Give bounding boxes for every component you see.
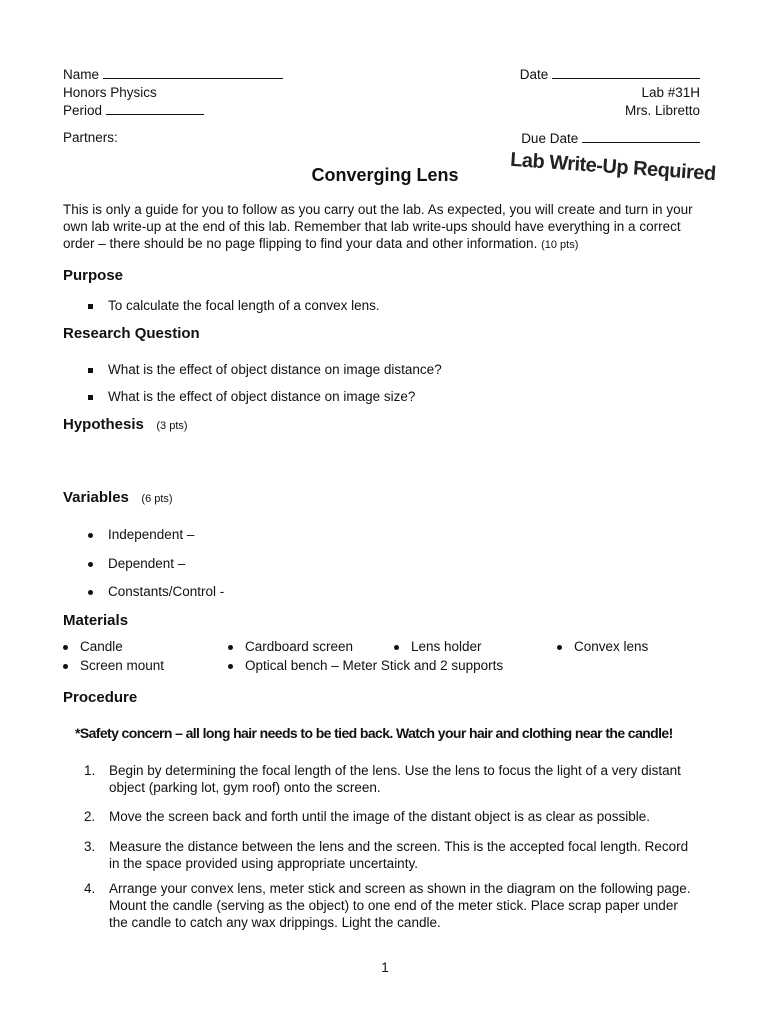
variables-heading bbox=[63, 489, 173, 506]
square-bullet-icon bbox=[88, 304, 93, 309]
variable-item-text: Independent – bbox=[108, 527, 195, 542]
step-number: 2. bbox=[84, 809, 96, 824]
bullet-icon bbox=[228, 645, 233, 650]
material-item-text: Optical bench – Meter Stick and 2 supports bbox=[245, 658, 504, 673]
purpose-item bbox=[88, 298, 380, 313]
bullet-icon bbox=[63, 645, 68, 650]
bullet-icon bbox=[228, 664, 233, 669]
course-label: Honors Physics bbox=[63, 85, 157, 100]
material-item-text: Candle bbox=[80, 639, 123, 654]
bullet-icon bbox=[557, 645, 562, 650]
material-item-text: Screen mount bbox=[80, 658, 165, 673]
material-item bbox=[394, 639, 482, 654]
research-item-text: What is the effect of object distance on image size? bbox=[108, 389, 416, 404]
lab-number: Lab #31H bbox=[641, 85, 700, 100]
variables-heading-text: Variables bbox=[63, 489, 129, 506]
name-blank[interactable] bbox=[103, 66, 283, 79]
step-text: Measure the distance between the lens and the screen. This is the accepted focal length. Record in the space provided using appropriate uncertainty. bbox=[109, 839, 689, 871]
research-item bbox=[88, 389, 415, 404]
hypothesis-points: (3 pts) bbox=[156, 420, 188, 432]
header-left bbox=[63, 66, 283, 120]
variable-item-text: Dependent – bbox=[108, 556, 186, 571]
research-item bbox=[88, 362, 442, 377]
variables-points: (6 pts) bbox=[141, 493, 173, 505]
step-text: Begin by determining the focal length of the lens. Use the lens to focus the light of a very distant object (parking lot, gym roof) onto the screen. bbox=[109, 763, 681, 795]
step-text: Move the screen back and forth until the image of the distant object is as clear as possible. bbox=[109, 809, 651, 824]
intro-paragraph bbox=[63, 201, 708, 254]
purpose-heading: Purpose bbox=[63, 267, 124, 284]
variable-item bbox=[88, 556, 185, 571]
due-date-blank[interactable] bbox=[582, 130, 700, 143]
period-line bbox=[63, 102, 283, 120]
hypothesis-heading-text: Hypothesis bbox=[63, 416, 144, 433]
variable-item bbox=[88, 584, 224, 599]
period-label: Period bbox=[63, 103, 103, 118]
procedure-step bbox=[84, 838, 694, 872]
period-blank[interactable] bbox=[106, 102, 204, 115]
bullet-icon bbox=[394, 645, 399, 650]
square-bullet-icon bbox=[88, 368, 93, 373]
bullet-icon bbox=[88, 562, 93, 567]
material-item bbox=[228, 639, 353, 654]
header-right bbox=[520, 66, 700, 120]
material-item-text: Cardboard screen bbox=[245, 639, 354, 654]
step-text: Arrange your convex lens, meter stick and screen as shown in the diagram on the following page. Mount the candle (serving as the object) to one end of the meter stick. Place scrap paper under the candle to catch any wax drippings. Light the candle. bbox=[109, 881, 691, 930]
procedure-step bbox=[84, 808, 694, 825]
name-label: Name bbox=[63, 67, 100, 82]
intro-points: (10 pts) bbox=[541, 239, 579, 251]
due-date-line bbox=[521, 130, 700, 146]
hypothesis-heading bbox=[63, 416, 188, 433]
date-label: Date bbox=[519, 67, 549, 82]
material-item bbox=[63, 639, 123, 654]
bullet-icon bbox=[88, 590, 93, 595]
procedure-heading: Procedure bbox=[63, 689, 138, 706]
material-item bbox=[63, 658, 164, 673]
name-line bbox=[63, 66, 283, 84]
intro-text: This is only a guide for you to follow as you carry out the lab. As expected, you will create and turn in your own lab write-up at the end of this lab. Remember that lab write-ups should have everything in a correct order – there should be no page flipping to find your data and other information. bbox=[63, 202, 693, 251]
step-number: 4. bbox=[84, 881, 96, 896]
due-date-label: Due Date bbox=[521, 131, 579, 146]
step-number: 3. bbox=[84, 839, 96, 854]
safety-notice: *Safety concern – all long hair needs to be tied back. Watch your hair and clothing near the candle! bbox=[75, 725, 673, 741]
variable-item bbox=[88, 527, 194, 542]
bullet-icon bbox=[63, 664, 68, 669]
step-number: 1. bbox=[84, 763, 96, 778]
material-item bbox=[228, 658, 503, 673]
write-up-stamp: Lab Write-Up Required bbox=[509, 148, 717, 186]
date-blank[interactable] bbox=[552, 66, 700, 79]
bullet-icon bbox=[88, 533, 93, 538]
square-bullet-icon bbox=[88, 395, 93, 400]
page-title: Converging Lens bbox=[311, 165, 459, 185]
page-number: 1 bbox=[381, 960, 389, 975]
research-item-text: What is the effect of object distance on image distance? bbox=[108, 362, 442, 377]
variable-item-text: Constants/Control - bbox=[108, 584, 225, 599]
research-heading: Research Question bbox=[63, 325, 200, 342]
materials-heading: Materials bbox=[63, 612, 129, 629]
teacher-name: Mrs. Libretto bbox=[624, 103, 700, 118]
material-item bbox=[557, 639, 648, 654]
material-item-text: Lens holder bbox=[411, 639, 482, 654]
date-line bbox=[520, 66, 700, 84]
material-item-text: Convex lens bbox=[574, 639, 649, 654]
partners-label: Partners: bbox=[63, 130, 118, 145]
purpose-item-text: To calculate the focal length of a convex lens. bbox=[108, 298, 380, 313]
procedure-step bbox=[84, 880, 694, 931]
procedure-step bbox=[84, 762, 694, 796]
